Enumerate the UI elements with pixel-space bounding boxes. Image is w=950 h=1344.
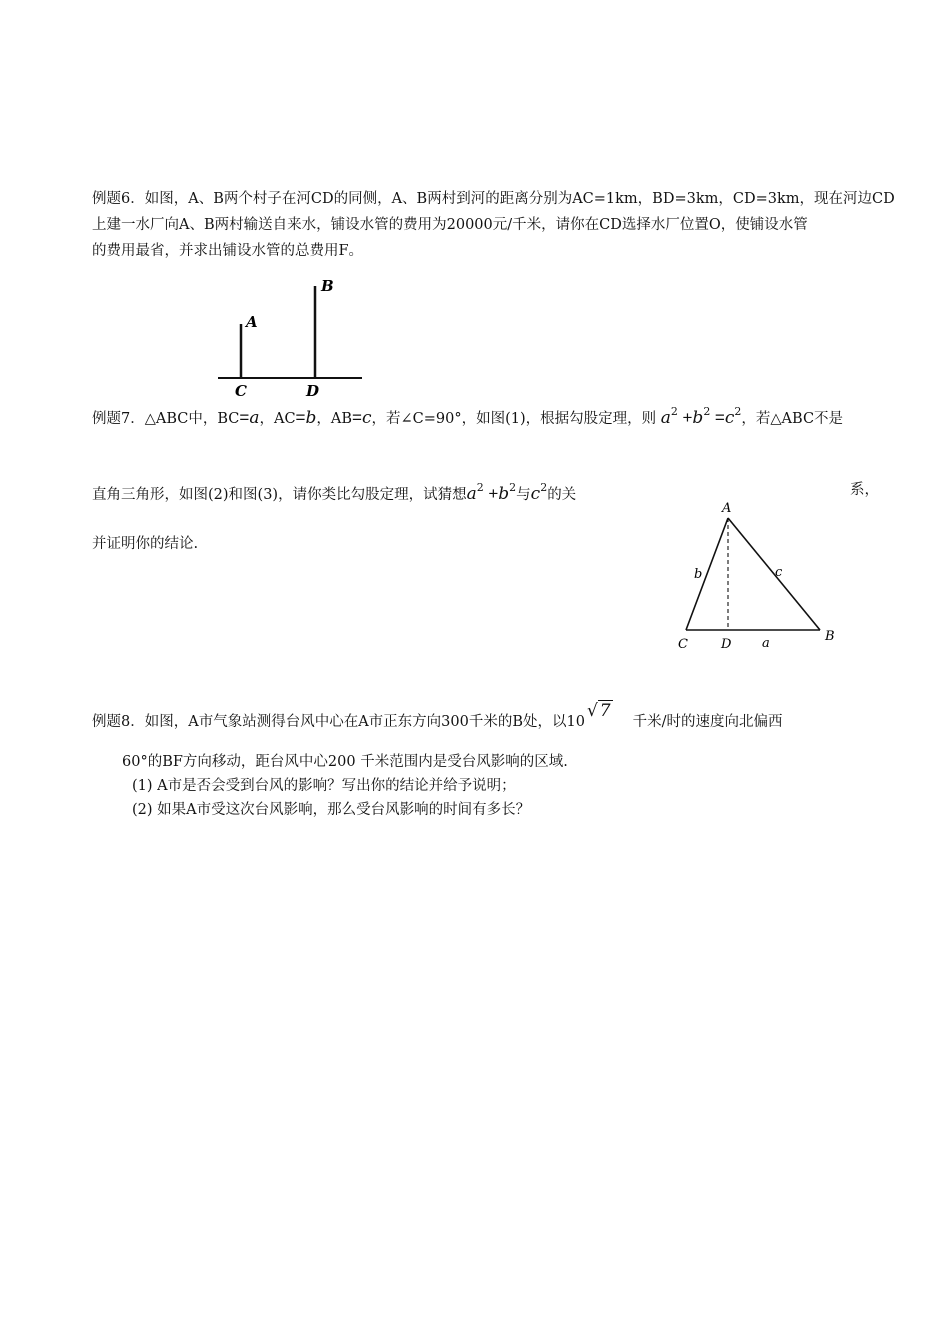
label-c: C [235, 382, 247, 400]
label-d: D [306, 382, 320, 400]
ex7-line-1: 例题7．△ABC中，BC=a，AC=b，AB=c，若∠C=90°，如图(1)，根据勾股定理，则 $a^2 +b^2 =c^2$，若△ABC不是 [92, 405, 844, 428]
side-ab [728, 518, 820, 630]
ex8-question-1: (1) A市是否会受到台风的影响？写出你的结论并给予说明； [132, 778, 516, 794]
side-ac [686, 518, 728, 630]
sqrt-seven: √ 7 [586, 701, 611, 721]
ex6-line-2: 上建一水厂向A、B两村输送自来水，铺设水管的费用为20000元/千米，请你在CD选择水厂位置O，使铺设水管 [92, 217, 808, 233]
foot-d: D [721, 637, 732, 652]
ex8-question-2: (2) 如果A市受这次台风影响，那么受台风影响的时间有多长？ [132, 802, 531, 818]
ex6-line-3: 的费用最省，并求出铺设水管的总费用F。 [92, 243, 364, 259]
side-label-a: a [762, 636, 770, 651]
side-label-b: b [694, 567, 703, 582]
label-a: A [246, 313, 258, 331]
vertex-a: A [722, 501, 732, 516]
pythagorean-formula: $a^2 +b^2 =c^2$ [660, 405, 742, 428]
ex8-line-2: 60°的BF方向移动，距台风中心200 千米范围内是受台风影响的区域. [122, 754, 568, 770]
label-b: B [321, 277, 334, 295]
side-label-c: c [775, 565, 783, 580]
ex7-line-3: 并证明你的结论. [92, 536, 199, 552]
ex7-line-2: 直角三角形，如图(2)和图(3)，请你类比勾股定理，试猜想$a^2 +b^2$与$c^2$的关 [92, 481, 577, 504]
ex6-line-1: 例题6．如图，A、B两个村子在河CD的同侧，A、B两村到河的距离分别为AC=1km，BD=3km，CD=3km，现在河边CD [92, 191, 895, 207]
vertex-c: C [678, 637, 688, 652]
ex8-line-1: 例题8．如图，A市气象站测得台风中心在A市正东方向300千米的B处，以10√ 7千米/时的速度向北偏西 [92, 701, 783, 730]
vertex-b: B [825, 629, 835, 644]
ex7-line-2-end: 系， [850, 482, 879, 498]
ex6-figure [210, 270, 370, 402]
ex7-triangle-figure [672, 496, 848, 656]
